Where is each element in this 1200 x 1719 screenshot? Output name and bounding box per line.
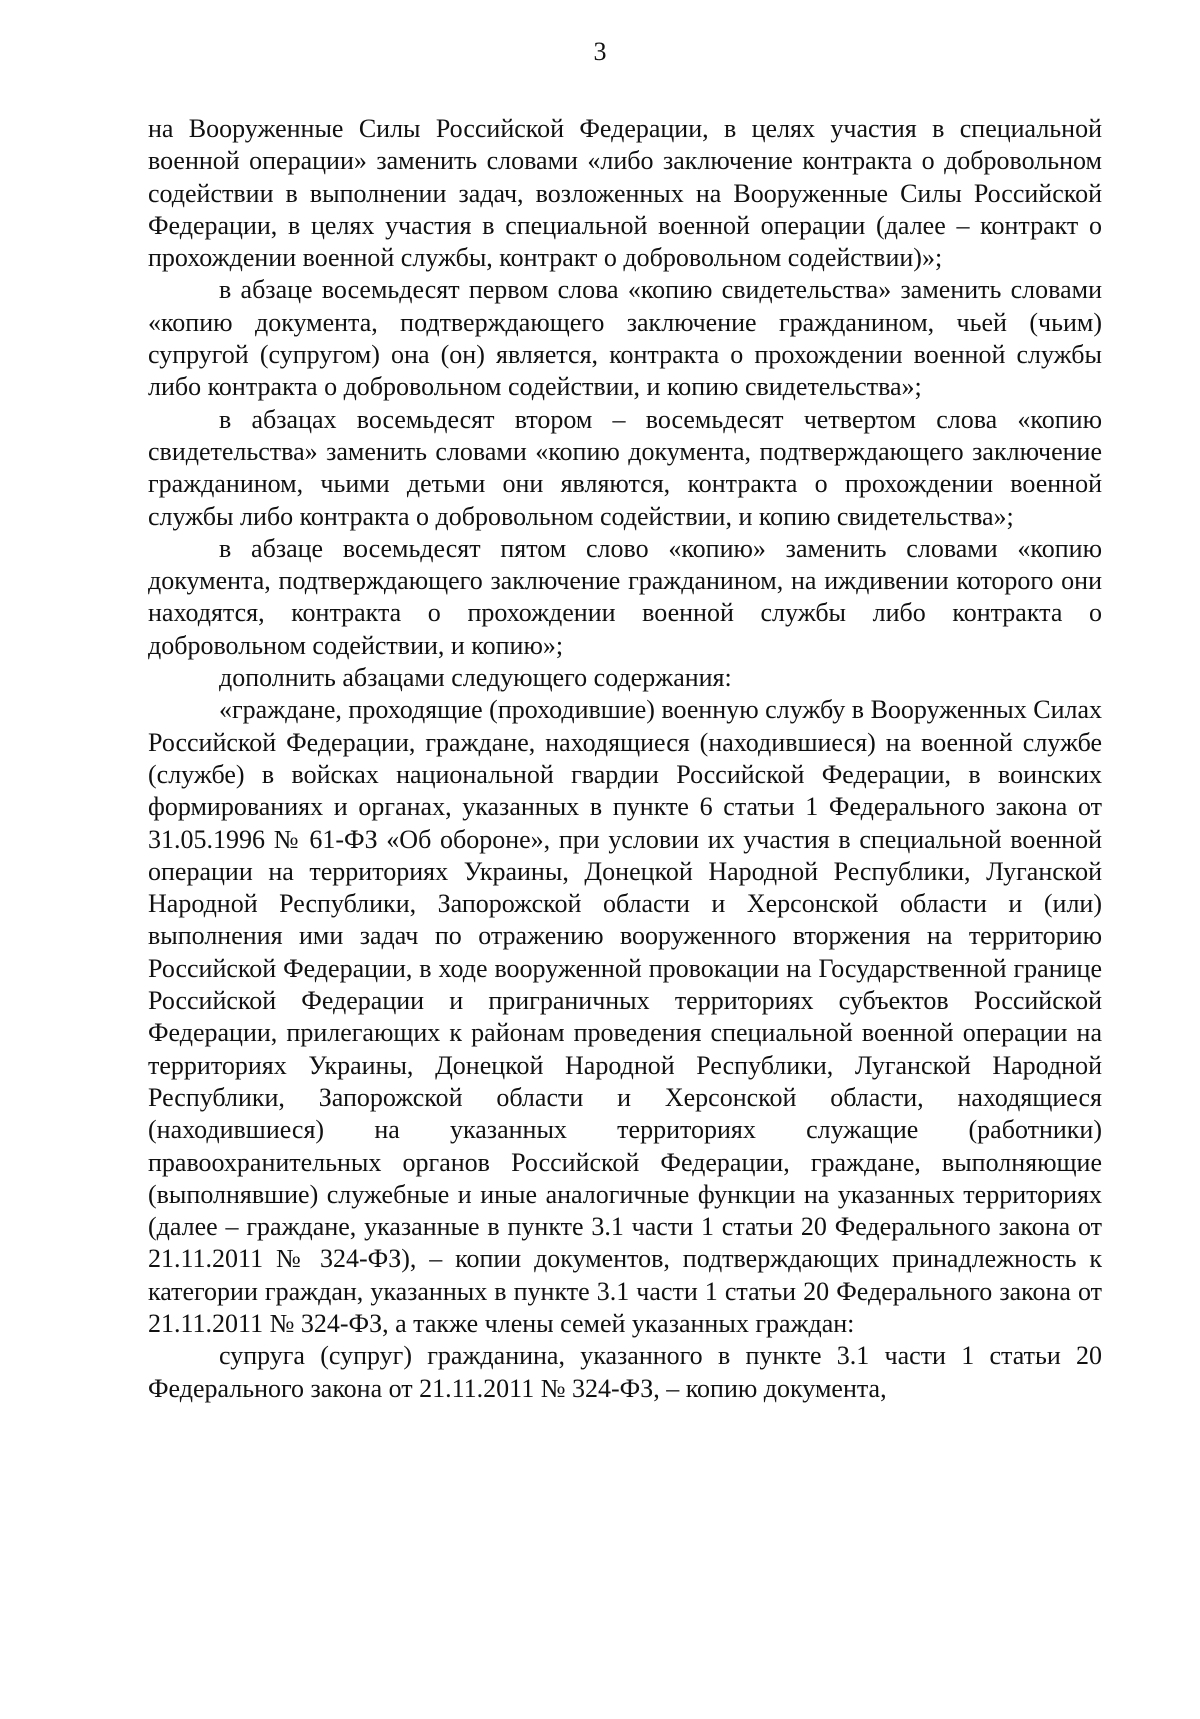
paragraph: в абзаце восемьдесят первом слова «копию свидетельства» заменить словами «копию документа, подтверждающего заключение гражданином, чьей (чьим) супругой (супругом) она (он) является, контракта о прохождении военной службы либо контракта о добровольном содействии, и копию свидетельства»;	[148, 275, 1102, 402]
paragraph: супруга (супруг) гражданина, указанного в пункте 3.1 части 1 статьи 20 Федерального закона от 21.11.2011 № 324-ФЗ, – копию документа,	[148, 1341, 1102, 1403]
document-body	[148, 113, 1102, 1405]
page-number: 3	[593, 37, 607, 66]
paragraph: «граждане, проходящие (проходившие) военную службу в Вооруженных Силах Российской Федерации, граждане, находящиеся (находившиеся) на военной службе (службе) в войсках национальной гвардии Российской Федерации, в воинских формированиях и органах, указанных в пункте 6 статьи 1 Федерального закона от 31.05.1996 № 61-ФЗ «Об обороне», при условии их участия в специальной военной операции на территориях Украины, Донецкой Народной Республики, Луганской Народной Республики, Запорожской области и Херсонской области и (или) выполнения ими задач по отражению вооруженного вторжения на территорию Российской Федерации, в ходе вооруженной провокации на Государственной границе Российской Федерации и приграничных территориях субъектов Российской Федерации, прилегающих к районам проведения специальной военной операции на территориях Украины, Донецкой Народной Республики, Луганской Народной Республики, Запорожской области и Херсонской области, находящиеся (находившиеся) на указанных территориях служащие (работники) правоохранительных органов Российской Федерации, граждане, выполняющие (выполнявшие) служебные и иные аналогичные функции на указанных территориях (далее – граждане, указанные в пункте 3.1 части 1 статьи 20 Федерального закона от 21.11.2011 № 324-ФЗ), – копии документов, подтверждающих принадлежность к категории граждан, указанных в пункте 3.1 части 1 статьи 20 Федерального закона от 21.11.2011 № 324-ФЗ, а также члены семей указанных граждан:	[148, 695, 1102, 1338]
paragraph-continuation: на Вооруженные Силы Российской Федерации, в целях участия в специальной военной операции» заменить словами «либо заключение контракта о добровольном содействии в выполнении задач, возложенных на Вооруженные Силы Российской Федерации, в целях участия в специальной военной операции (далее – контракт о прохождении военной службы, контракт о добровольном содействии)»;	[148, 114, 1102, 273]
paragraph: в абзаце восемьдесят пятом слово «копию» заменить словами «копию документа, подтверждающего заключение гражданином, на иждивении которого они находятся, контракта о прохождении военной службы либо контракта о добровольном содействии, и копию»;	[148, 533, 1102, 660]
paragraph: дополнить абзацами следующего содержания:	[219, 663, 732, 693]
paragraph: в абзацах восемьдесят втором – восемьдесят четвертом слова «копию свидетельства» заменить словами «копию документа, подтверждающего заключение гражданином, чьими детьми они являются, контракта о прохождении военной службы либо контракта о добровольном содействии, и копию свидетельства»;	[148, 404, 1102, 531]
